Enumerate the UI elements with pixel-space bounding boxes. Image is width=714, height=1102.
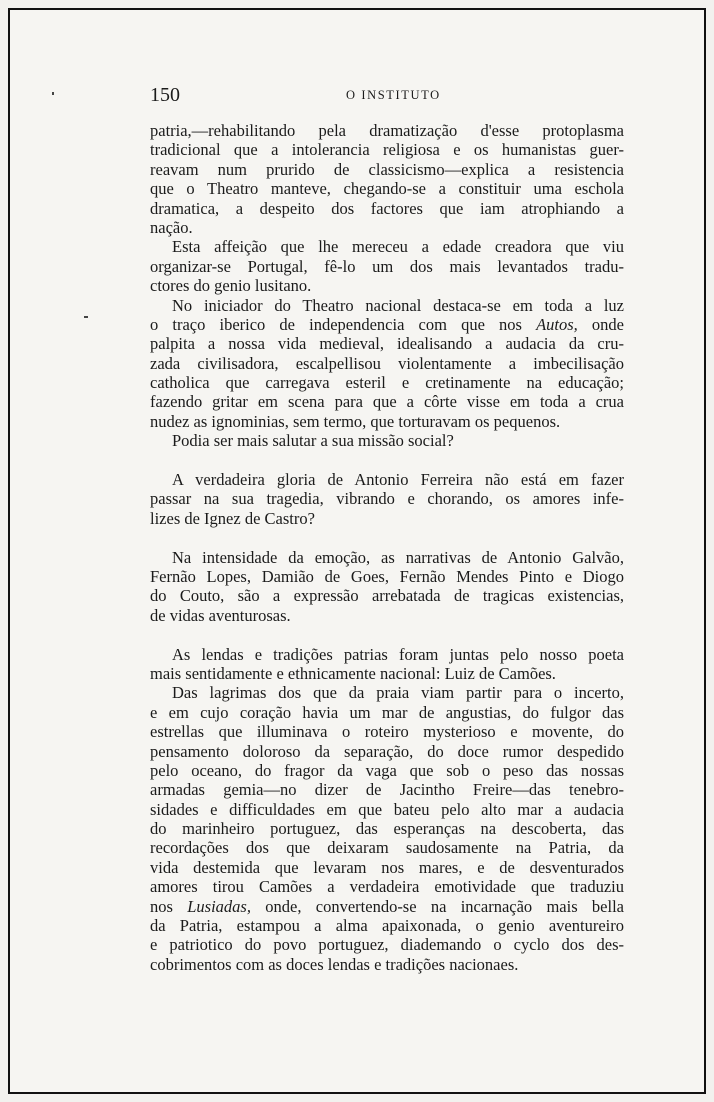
text-line: patria,—rehabilitando pela dramatização d'esse protoplasma bbox=[150, 121, 624, 140]
text-line: passar na sua tragedia, vibrando e chorando, os amores infe- bbox=[150, 489, 624, 509]
text-line: tradicional que a intolerancia religiosa e os humanistas guer- bbox=[150, 140, 624, 160]
text-line: As lendas e tradições patrias foram juntas pelo nosso poeta bbox=[172, 644, 624, 664]
text-line: ctores do genio lusitano. bbox=[150, 276, 312, 296]
text-line: Esta affeição que lhe mereceu a edade creadora que viu bbox=[172, 237, 624, 257]
text-line: recordações dos que deixaram saudosamente na Patria, da bbox=[150, 838, 624, 858]
text-line: Das lagrimas dos que da praia viam partir para o incerto, bbox=[172, 683, 624, 703]
stray-mark bbox=[84, 316, 88, 318]
body-text bbox=[150, 121, 624, 974]
text-line: palpita a nossa vida medieval, idealisando a audacia da cru- bbox=[150, 334, 624, 354]
text-line: armadas gemia—no dizer de Jacintho Freire—das tenebro- bbox=[150, 780, 624, 800]
text-line: zada civilisadora, escalpellisou violentamente a imbecilisação bbox=[150, 353, 624, 373]
running-head bbox=[150, 84, 624, 108]
text-line: vida destemida que levaram nos mares, e de desventurados bbox=[150, 857, 624, 877]
text-line: nos Lusiadas, onde, convertendo-se na incarnação mais bella bbox=[150, 896, 624, 916]
paragraph-gap bbox=[150, 625, 624, 644]
text-line: No iniciador do Theatro nacional destaca-se em toda a luz bbox=[172, 295, 624, 315]
text-line: que o Theatro manteve, chegando-se a constituir uma eschola bbox=[150, 179, 624, 199]
text-line: e patriotico do povo portuguez, diademando o cyclo dos des- bbox=[150, 935, 624, 955]
text-line: de vidas aventurosas. bbox=[150, 605, 291, 625]
text-line: nação. bbox=[150, 217, 193, 237]
paragraph-gap bbox=[150, 451, 624, 470]
text-line: do marinheiro portuguez, das esperanças na descoberta, das bbox=[150, 819, 624, 839]
text-line: Na intensidade da emoção, as narrativas de Antonio Galvão, bbox=[172, 547, 624, 567]
text-line: do Couto, são a expressão arrebatada de tragicas existencias, bbox=[150, 586, 624, 606]
page-number: 150 bbox=[150, 84, 180, 106]
text-line: cobrimentos com as doces lendas e tradições nacionaes. bbox=[150, 954, 519, 974]
text-line: estrellas que illuminava o roteiro mysterioso e movente, do bbox=[150, 722, 624, 742]
text-line: nudez as ignominias, sem termo, que torturavam os pequenos. bbox=[150, 411, 561, 431]
text-line: amores tirou Camões a verdadeira emotividade que traduziu bbox=[150, 877, 624, 897]
text-line: organizar-se Portugal, fê-lo um dos mais levantados tradu- bbox=[150, 256, 624, 276]
text-line: lizes de Ignez de Castro? bbox=[150, 508, 315, 528]
text-line: sidades e difficuldades em que bateu pelo alto mar a audacia bbox=[150, 799, 624, 819]
text-line: e em cujo coração havia um mar de angustias, do fulgor das bbox=[150, 702, 624, 722]
text-line: pelo oceano, do fragor da vaga que sob o peso das nossas bbox=[150, 760, 624, 780]
journal-title: O INSTITUTO bbox=[346, 88, 441, 102]
text-line: mais sentidamente e ethnicamente nacional: Luiz de Camões. bbox=[150, 663, 556, 683]
text-line: Podia ser mais salutar a sua missão social? bbox=[172, 431, 454, 451]
text-line: A verdadeira gloria de Antonio Ferreira não está em fazer bbox=[172, 470, 624, 490]
text-line: reavam num prurido de classicismo—explica a resistencia bbox=[150, 159, 624, 179]
text-line: o traço iberico de independencia com que nos Autos, onde bbox=[150, 314, 624, 334]
text-line: catholica que carregava esteril e cretinamente na educação; bbox=[150, 373, 624, 393]
paragraph-gap bbox=[150, 528, 624, 547]
text-line: da Patria, estampou a alma apaixonada, o genio aventureiro bbox=[150, 916, 624, 936]
stray-mark bbox=[52, 92, 54, 95]
text-line: Fernão Lopes, Damião de Goes, Fernão Mendes Pinto e Diogo bbox=[150, 566, 624, 586]
text-line: fazendo gritar em scena para que a côrte visse em toda a crua bbox=[150, 392, 624, 412]
text-line: pensamento doloroso da separação, do doce rumor despedido bbox=[150, 741, 624, 761]
text-line: dramatica, a despeito dos factores que iam atrophiando a bbox=[150, 198, 624, 218]
